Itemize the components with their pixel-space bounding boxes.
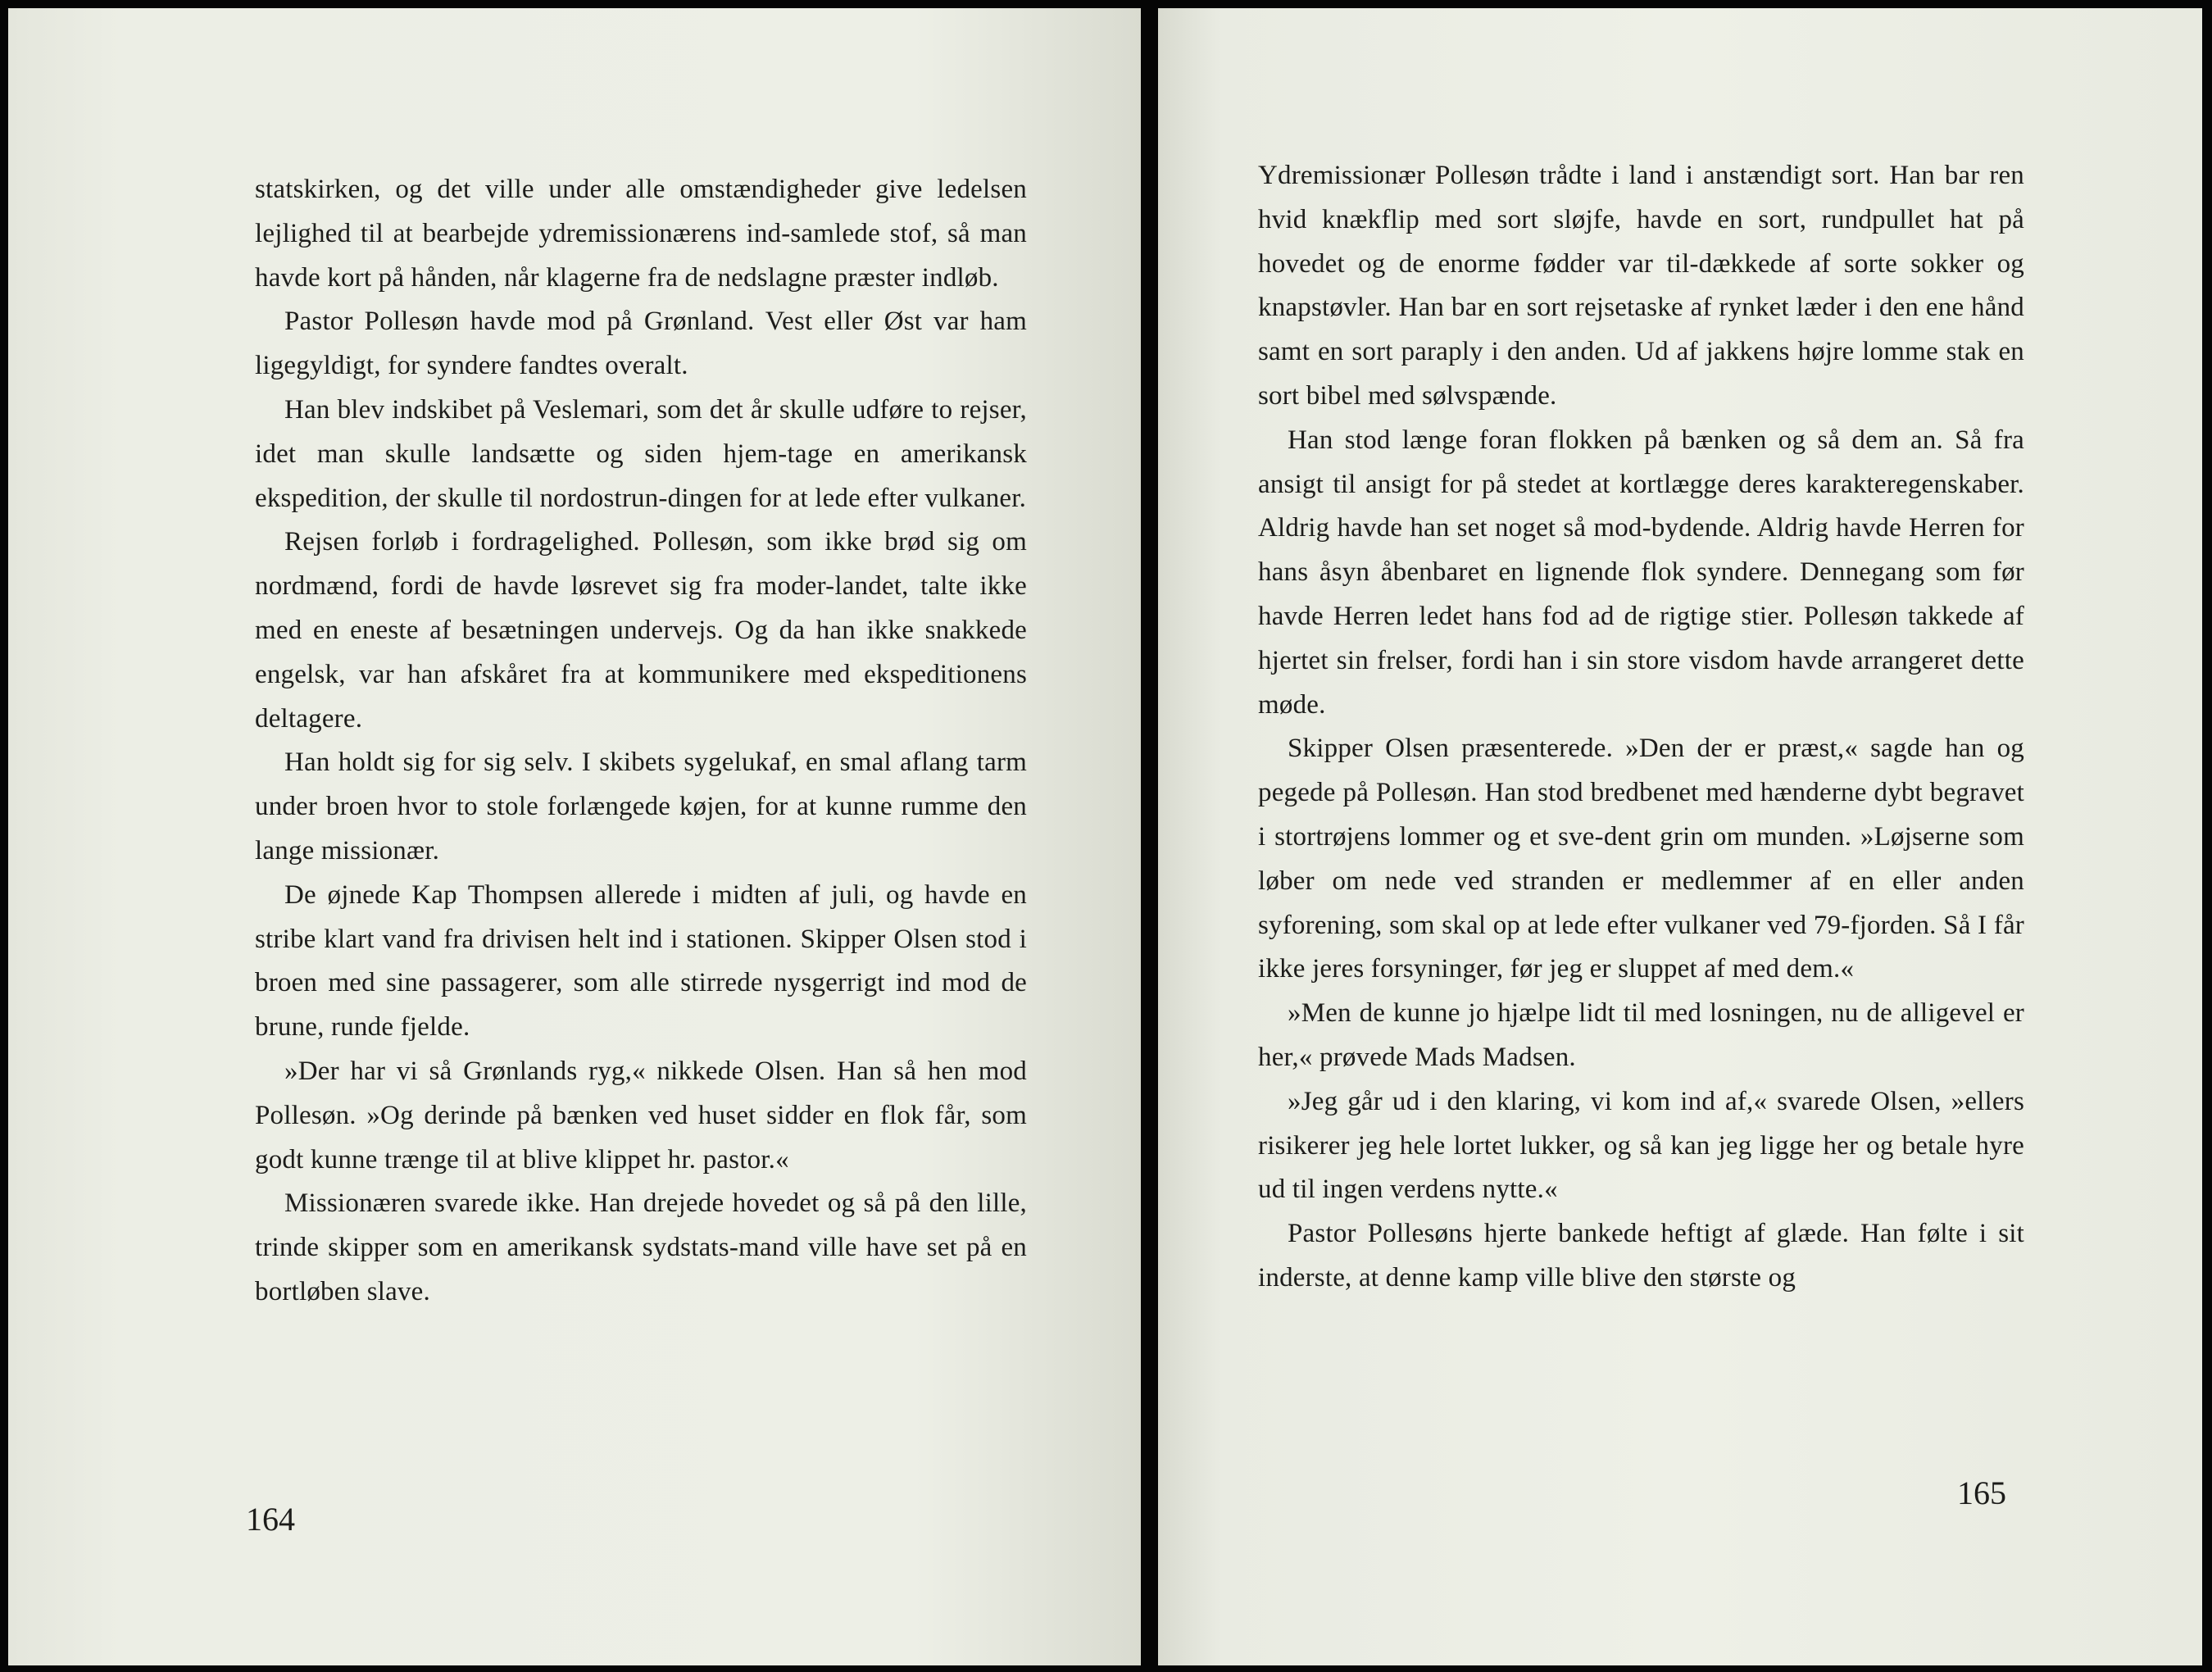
paragraph: Missionæren svarede ikke. Han drejede hovedet og så på den lille, trinde skipper som en amerikansk sydstats-mand ville have set på en bortløben slave.: [255, 1188, 1027, 1306]
paragraph: »Men de kunne jo hjælpe lidt til med losningen, nu de alligevel er her,« prøvede Mads Madsen.: [1258, 998, 2024, 1072]
page-number: 164: [246, 1501, 295, 1538]
left-page: [8, 8, 1141, 1665]
paragraph: Ydremissionær Pollesøn trådte i land i anstændigt sort. Han bar ren hvid knækflip med sort sløjfe, havde en sort, rundpullet hat på hovedet og de enorme fødder var til-dækkede af sorte sokker og knapstøvler. Han bar en sort rejsetaske af rynket læder i den ene hånd samt en sort paraply i den anden. Ud af jakkens højre lomme stak en sort bibel med sølvspænde.: [1258, 161, 2024, 411]
right-page-text: [1258, 154, 2024, 1301]
paragraph: De øjnede Kap Thompsen allerede i midten af juli, og havde en stribe klart vand fra drivisen helt ind i stationen. Skipper Olsen stod i broen med sine passagerer, som alle stirrede nysgerrigt ind mod de brune, runde fjelde.: [255, 879, 1027, 1043]
paragraph: »Jeg går ud i den klaring, vi kom ind af,« svarede Olsen, »ellers risikerer jeg hele lortet lukker, og så kan jeg ligge her og betale hyre ud til ingen verdens nytte.«: [1258, 1086, 2024, 1205]
right-page: [1158, 8, 2202, 1665]
paragraph: Han stod længe foran flokken på bænken og så dem an. Så fra ansigt til ansigt for på stedet at kortlægge deres karakteregenskaber. Aldrig havde han set noget så mod-bydende. Aldrig havde Herren for hans åsyn åbenbaret en lignende flok syndere. Dennegang som før havde Herren ledet hans fod ad de rigtige stier. Pollesøn takkede af hjertet sin frelser, fordi han i sin store visdom havde arrangeret dette møde.: [1258, 425, 2024, 720]
left-page-text: [255, 168, 1027, 1315]
paragraph: Han blev indskibet på Veslemari, som det år skulle udføre to rejser, idet man skulle landsætte og siden hjem-tage en amerikansk ekspedition, der skulle til nordostrun-dingen for at lede efter vulkaner.: [255, 394, 1027, 513]
page-number: 165: [1957, 1474, 2006, 1511]
paragraph: Pastor Pollesøns hjerte bankede heftigt af glæde. Han følte i sit inderste, at denne kamp ville blive den største og: [1258, 1219, 2024, 1293]
paragraph: Han holdt sig for sig selv. I skibets sygelukaf, en smal aflang tarm under broen hvor to stole forlængede køjen, for at kunne rumme den lange missionær.: [255, 747, 1027, 866]
paragraph: Rejsen forløb i fordragelighed. Pollesøn, som ikke brød sig om nordmænd, fordi de havde løsrevet sig fra moder-landet, talte ikke med en eneste af besætningen undervejs. Og da han ikke snakkede engelsk, var han afskåret fra at kommunikere med ekspeditionens deltagere.: [255, 527, 1027, 734]
paragraph: Pastor Pollesøn havde mod på Grønland. Vest eller Øst var ham ligegyldigt, for syndere fandtes overalt.: [255, 307, 1027, 381]
paragraph: statskirken, og det ville under alle omstændigheder give ledelsen lejlighed til at bearbejde ydremissionærens ind-samlede stof, så man havde kort på hånden, når klagerne fra de nedslagne præster indløb.: [255, 175, 1027, 293]
paragraph: »Der har vi så Grønlands ryg,« nikkede Olsen. Han så hen mod Pollesøn. »Og derinde på bænken ved huset sidder en flok får, som godt kunne trænge til at blive klippet hr. pastor.«: [255, 1056, 1027, 1174]
paragraph: Skipper Olsen præsenterede. »Den der er præst,« sagde han og pegede på Pollesøn. Han stod bredbenet med hænderne dybt begravet i stortrøjens lommer og et sve-dent grin om munden. »Løjserne som løber om nede ved stranden er medlemmer af en eller anden syforening, som skal op at lede efter vulkaner ved 79-fjorden. Så I får ikke jeres forsyninger, før jeg er sluppet af med dem.«: [1258, 734, 2024, 984]
